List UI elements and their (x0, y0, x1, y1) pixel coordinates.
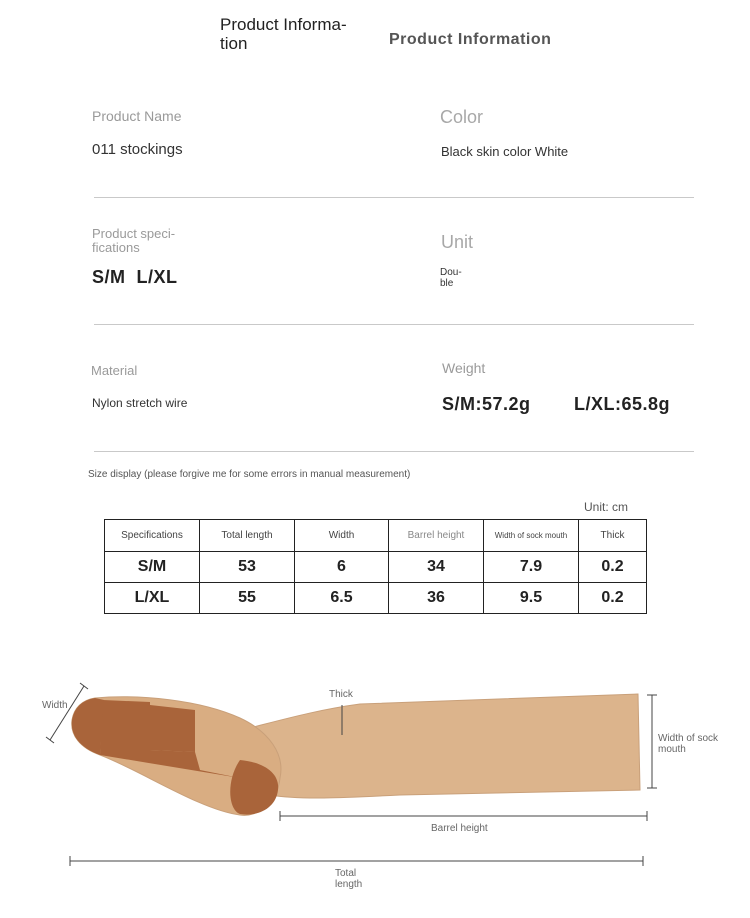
width-label: Width (42, 700, 68, 711)
header-cell: Width of sock mouth (484, 520, 579, 552)
header-cell: Specifications (105, 520, 200, 552)
table-cell: 36 (389, 583, 484, 614)
header-cell: Thick (579, 520, 647, 552)
header-title: Product Informa-tion (220, 15, 347, 53)
table-cell: 7.9 (484, 552, 579, 583)
table-row (105, 552, 647, 583)
specs-label: Product speci-fications (92, 226, 176, 255)
divider (94, 451, 694, 452)
size-caption: Size display (please forgive me for some errors in manual measurement) (88, 469, 411, 480)
color-label: Color (440, 107, 484, 127)
header-title-english: Product Information (389, 31, 552, 48)
divider (94, 197, 694, 198)
header-cell: Barrel height (389, 520, 484, 552)
table-row (105, 583, 647, 614)
header-cell: Total length (200, 520, 295, 552)
thick-label: Thick (329, 689, 353, 700)
product-name-value: 011 stockings (92, 141, 183, 158)
product-name-label: Product Name (92, 108, 182, 124)
color-value: Black skin color White (441, 144, 569, 159)
sock-diagram (0, 660, 750, 918)
unit-label: Unit (441, 232, 474, 252)
table-cell: 9.5 (484, 583, 579, 614)
header-cell: Width (295, 520, 389, 552)
table-cell: 55 (200, 583, 295, 614)
material-label: Material (91, 363, 138, 378)
sock-toe (72, 698, 104, 755)
barrel-height-label: Barrel height (431, 823, 488, 834)
unit-value: Dou-ble (440, 267, 462, 289)
specs-value: S/M L/XL (92, 267, 178, 287)
weight-lxl: L/XL:65.8g (574, 394, 671, 414)
table-cell: L/XL (105, 583, 200, 614)
table-cell: 53 (200, 552, 295, 583)
table-cell: 34 (389, 552, 484, 583)
sock-band-2 (150, 705, 195, 752)
table-cell: S/M (105, 552, 200, 583)
table-header-row (105, 520, 647, 552)
size-table (104, 519, 647, 614)
material-value: Nylon stretch wire (92, 396, 188, 410)
weight-label: Weight (442, 360, 486, 376)
table-cell: 6.5 (295, 583, 389, 614)
table-cell: 6 (295, 552, 389, 583)
table-cell: 0.2 (579, 552, 647, 583)
mouth-width-label: Width of sock mouth (658, 733, 719, 755)
total-length-label: Total length (335, 868, 363, 890)
table-cell: 0.2 (579, 583, 647, 614)
divider (94, 324, 694, 325)
unit-note: Unit: cm (584, 500, 629, 514)
weight-sm: S/M:57.2g (442, 394, 531, 414)
